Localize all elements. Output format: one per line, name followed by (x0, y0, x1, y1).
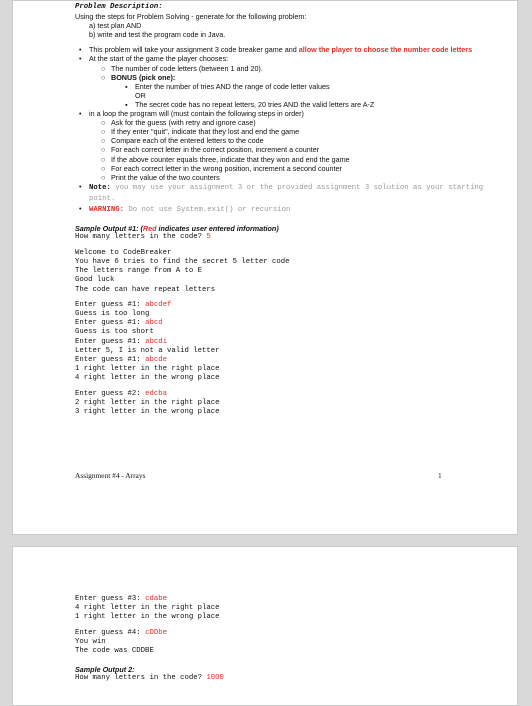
console-line (75, 629, 497, 638)
loop-step-text: If the above counter equals three, indicate that they won and end the game (111, 154, 350, 164)
console-line (75, 301, 497, 310)
console-line (75, 319, 497, 328)
console-line (75, 356, 497, 365)
console-line: The letters range from A to E (75, 267, 202, 276)
note-label: Note: (89, 183, 111, 192)
loop-step-text: If they enter "quit", indicate that they lost and end the game (111, 127, 300, 137)
sub-bullet-text: The number of code letters (between 1 and 20). (111, 63, 263, 73)
console-line (75, 328, 497, 337)
console-text: Guess is too long (75, 309, 150, 318)
sample-2-prompt (75, 674, 497, 683)
loop-step (75, 155, 497, 164)
circle-bullet-icon: ○ (101, 163, 106, 173)
warning-text: Do not use System.exit() or recursion (124, 206, 291, 215)
user-input: abcdef (145, 300, 172, 309)
page-number: 1 (438, 471, 442, 480)
loop-step (75, 127, 497, 136)
console-line (75, 595, 497, 604)
console-line (75, 604, 497, 613)
page-1-content (75, 3, 497, 417)
bonus-option-2-text: The secret code has no repeat letters, 20 tries AND the valid letters are A-Z (135, 99, 375, 109)
circle-bullet-icon: ○ (101, 145, 106, 155)
console-line: Welcome to CodeBreaker (75, 248, 172, 257)
console-text: 3 right letter in the wrong place (75, 407, 220, 416)
user-input: 5 (206, 233, 211, 242)
console-text: Enter guess #4: (75, 628, 146, 637)
prompt-text: How many letters in the code? (75, 674, 207, 683)
console-text: Letter 5, I is not a valid letter (75, 346, 220, 355)
console-line: Good luck (75, 276, 115, 285)
loop-step (75, 164, 497, 173)
console-line: You have 6 tries to find the secret 5 letter code (75, 257, 290, 266)
circle-bullet-icon: ○ (101, 72, 106, 82)
bullet-dot-icon: • (79, 109, 82, 119)
console-text: Enter guess #1: (75, 355, 146, 364)
bullet-note (75, 182, 497, 204)
sub-bullet-bonus (75, 73, 497, 82)
console-line (75, 347, 497, 356)
square-bullet-icon: ▪ (125, 99, 128, 109)
console-line (75, 408, 497, 417)
loop-step (75, 118, 497, 127)
bullet-choose-letters (75, 45, 497, 54)
bullet-1-text: This problem will take your assignment 3 code breaker game and (89, 45, 299, 55)
loop-step-text: Compare each of the entered letters to the code (111, 136, 264, 146)
loop-step-text: For each correct letter in the correct position, increment a counter (111, 145, 320, 155)
bullet-dot-icon: • (79, 204, 82, 214)
console-text: The code was CDDBE (75, 647, 154, 656)
console-line (75, 638, 497, 647)
user-input: cdabe (145, 595, 167, 603)
bonus-label: BONUS (pick one): (111, 72, 176, 82)
console-line (75, 390, 497, 399)
loop-step (75, 173, 497, 182)
circle-bullet-icon: ○ (101, 136, 106, 146)
sample-2-title: Sample Output 2: (75, 665, 135, 675)
bullet-warning (75, 204, 497, 215)
sample-1-heading (75, 224, 497, 233)
guess-block-1 (75, 301, 497, 384)
console-text: 1 right letter in the right place (75, 365, 220, 374)
console-line (75, 310, 497, 319)
document-page-2 (12, 546, 518, 706)
console-line: The code can have repeat letters (75, 285, 216, 294)
bonus-or-text: OR (135, 90, 146, 100)
console-text: Enter guess #3: (75, 595, 146, 603)
problem-heading: Problem Description: (75, 3, 163, 11)
bullet-loop (75, 109, 497, 118)
bonus-option-1 (75, 82, 497, 91)
circle-bullet-icon: ○ (101, 154, 106, 164)
console-line (75, 399, 497, 408)
warning-label: WARNING: (89, 206, 125, 215)
bullet-2-text: At the start of the game the player chooses: (89, 54, 229, 64)
red-legend-word: Red (142, 224, 157, 234)
console-text: 4 right letter in the wrong place (75, 374, 220, 383)
console-text: Guess is too short (75, 328, 154, 337)
user-input: abcde (145, 355, 167, 364)
bonus-or (75, 91, 497, 100)
bullet-dot-icon: • (79, 181, 82, 191)
bullet-3-text: in a loop the program will (must contain the following steps in order) (89, 109, 304, 119)
user-input: 1000 (206, 674, 224, 683)
loop-step (75, 136, 497, 145)
bonus-option-1-text: Enter the number of tries AND the range of code letter values (135, 81, 330, 91)
intro-text: Using the steps for Problem Solving - generate for the following problem: (75, 12, 307, 22)
bullet-dot-icon: • (79, 54, 82, 64)
bonus-option-2 (75, 100, 497, 109)
user-input: cDDbe (145, 628, 167, 637)
user-input: abcdi (145, 337, 167, 346)
bullet-game-start (75, 54, 497, 63)
console-line (75, 613, 497, 622)
bullet-dot-icon: • (79, 45, 82, 55)
sample-1-legend-rest: indicates user entered information) (156, 224, 279, 234)
circle-bullet-icon: ○ (101, 118, 106, 128)
sample-1-title: Sample Output #1: (75, 224, 141, 234)
user-input: abcd (145, 319, 163, 328)
bullet-1-red-text: allow the player to choose the number code letters (298, 45, 473, 55)
loop-step-text: Ask for the guess (with retry and ignore case) (111, 118, 256, 128)
console-text: You win (75, 637, 106, 646)
circle-bullet-icon: ○ (101, 127, 106, 137)
sub-bullet-letter-count (75, 64, 497, 73)
task-b: b) write and test the program code in Java. (89, 30, 226, 40)
loop-step-text: For each correct letter in the wrong position, increment a second counter (111, 163, 342, 173)
console-line (75, 338, 497, 347)
loop-step (75, 145, 497, 154)
console-text: 1 right letter in the wrong place (75, 613, 220, 622)
console-text: Enter guess #1: (75, 337, 146, 346)
user-input: edcba (145, 389, 167, 398)
square-bullet-icon: ▪ (125, 81, 128, 91)
requirements-list (75, 45, 497, 215)
circle-bullet-icon: ○ (101, 172, 106, 182)
console-line (75, 365, 497, 374)
guess-block-2 (75, 390, 497, 418)
console-line (75, 647, 497, 656)
guess-block-4 (75, 629, 497, 657)
console-text: Enter guess #1: (75, 319, 146, 328)
note-text: you may use your assignment 3 or the provided assignment 3 solution as your starting point. (89, 183, 484, 203)
console-text: Enter guess #2: (75, 389, 146, 398)
welcome-block (75, 249, 497, 295)
sample-1-paren: ( (140, 224, 143, 234)
guess-block-3 (75, 595, 497, 623)
spacer (75, 656, 497, 665)
loop-step-text: Print the value of the two counters (111, 172, 220, 182)
console-text: 4 right letter in the right place (75, 604, 220, 613)
prompt-text: How many letters in the code? (75, 233, 207, 242)
page-footer: Assignment #4 - Arrays (75, 471, 146, 480)
console-text: Enter guess #1: (75, 300, 146, 309)
console-line (75, 374, 497, 383)
spacer (75, 215, 497, 224)
letters-prompt (75, 233, 497, 242)
document-page-1 (12, 0, 518, 535)
page-2-content (75, 595, 497, 684)
console-text: 2 right letter in the right place (75, 398, 220, 407)
task-a: a) test plan AND (89, 21, 142, 31)
circle-bullet-icon: ○ (101, 63, 106, 73)
